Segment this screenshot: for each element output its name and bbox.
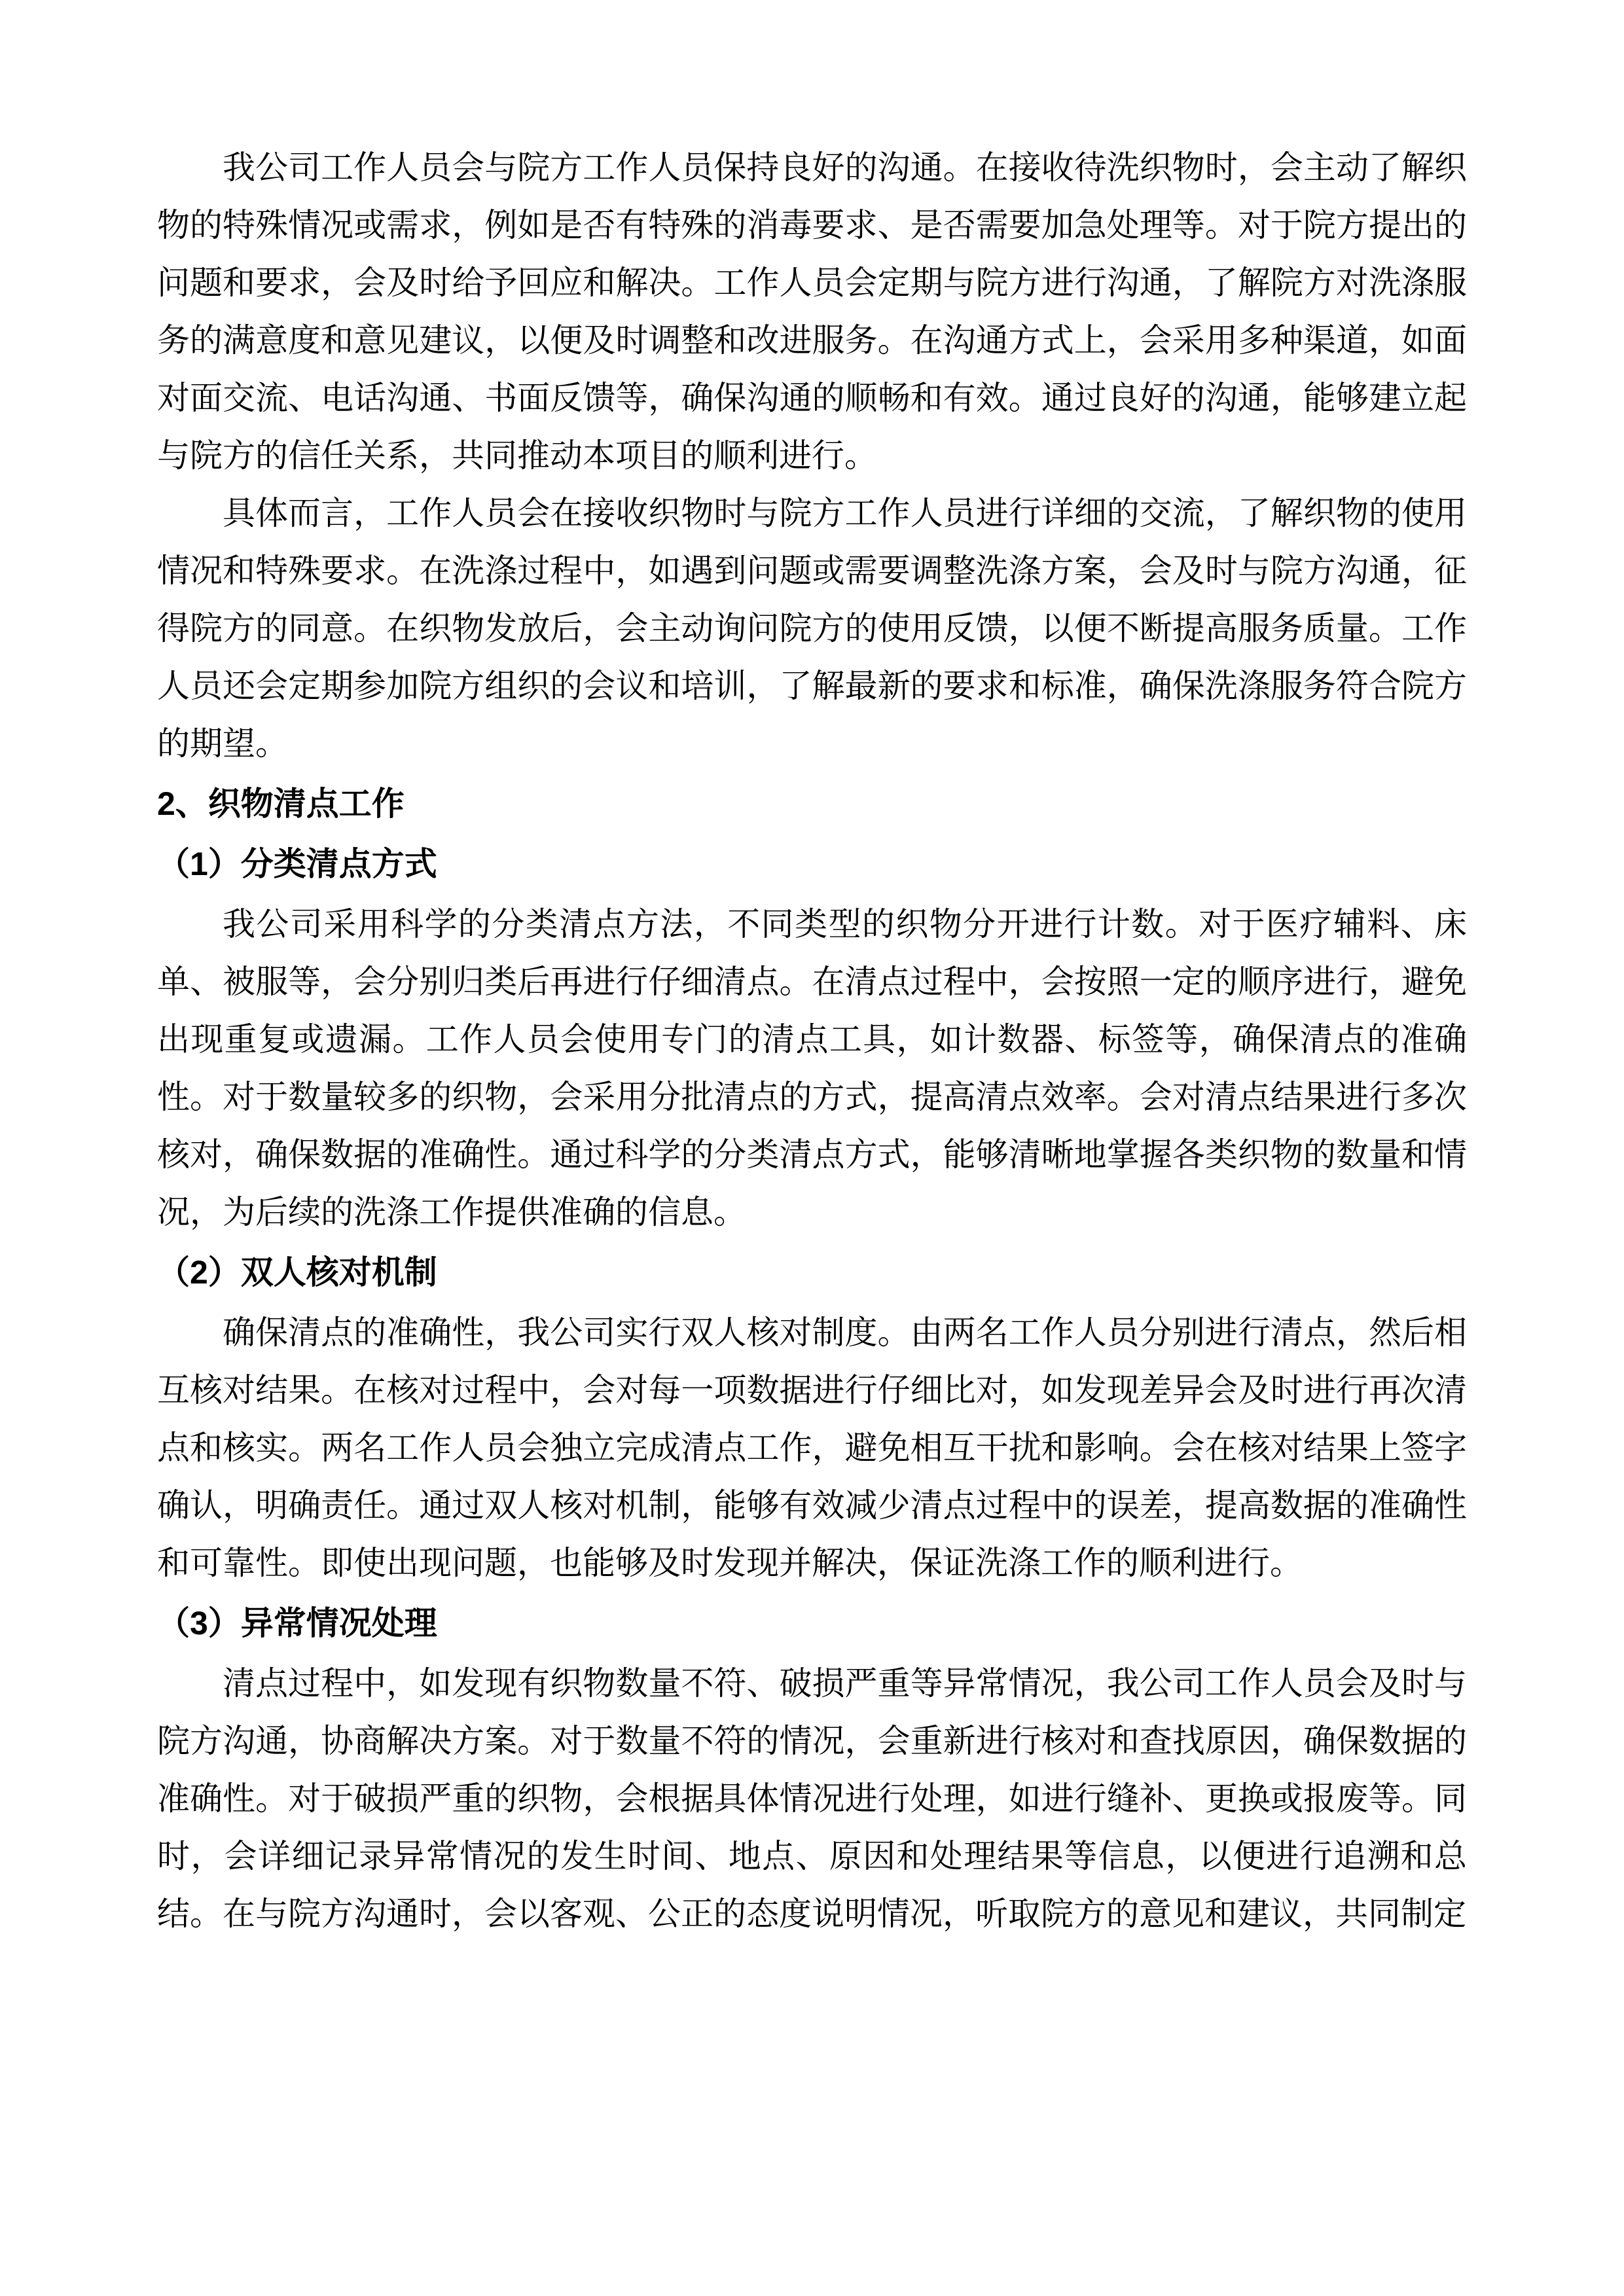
- paragraph-communication-detail: 具体而言，工作人员会在接收织物时与院方工作人员进行详细的交流，了解织物的使用情况和特殊要求。在洗涤过程中，如遇到问题或需要调整洗涤方案，会及时与院方沟通，征得院方的同意。在织物发放后，会主动询问院方的使用反馈，以便不断提高服务质量。工作人员还会定期参加院方组织的会议和培训，了解最新的要求和标准，确保洗涤服务符合院方的期望。: [157, 495, 1467, 762]
- paragraph-communication-overview: 我公司工作人员会与院方工作人员保持良好的沟通。在接收待洗织物时，会主动了解织物的特殊情况或需求，例如是否有特殊的消毒要求、是否需要加急处理等。对于院方提出的问题和要求，会及时给予回应和解决。工作人员会定期与院方进行沟通，了解院方对洗涤服务的满意度和意见建议，以便及时调整和改进服务。在沟通方式上，会采用多种渠道，如面对面交流、电话沟通、书面反馈等，确保沟通的顺畅和有效。通过良好的沟通，能够建立起与院方的信任关系，共同推动本项目的顺利进行。: [157, 149, 1467, 474]
- heading-textile-counting: 2、织物清点工作: [157, 785, 405, 822]
- subheading-exception-handling: （3）异常情况处理: [157, 1605, 437, 1641]
- subheading-double-check: （2）双人核对机制: [157, 1254, 437, 1291]
- paragraph-double-check: 确保清点的准确性，我公司实行双人核对制度。由两名工作人员分别进行清点，然后相互核对结果。在核对过程中，会对每一项数据进行仔细比对，如发现差异会及时进行再次清点和核实。两名工作人员会独立完成清点工作，避免相互干扰和影响。会在核对结果上签字确认，明确责任。通过双人核对机制，能够有效减少清点过程中的误差，提高数据的准确性和可靠性。即使出现问题，也能够及时发现并解决，保证洗涤工作的顺利进行。: [157, 1314, 1467, 1581]
- paragraph-exception-handling: 清点过程中，如发现有织物数量不符、破损严重等异常情况，我公司工作人员会及时与院方沟通，协商解决方案。对于数量不符的情况，会重新进行核对和查找原因，确保数据的准确性。对于破损严重的织物，会根据具体情况进行处理，如进行缝补、更换或报废等。同时，会详细记录异常情况的发生时间、地点、原因和处理结果等信息，以便进行追溯和总结。在与院方沟通时，会以客观、公正的态度说明情况，听取院方的意见和建议，共同制定: [157, 1665, 1467, 1932]
- subheading-classified-counting: （1）分类清点方式: [157, 846, 437, 882]
- paragraph-classified-counting: 我公司采用科学的分类清点方法，不同类型的织物分开进行计数。对于医疗辅料、床单、被服等，会分别归类后再进行仔细清点。在清点过程中，会按照一定的顺序进行，避免出现重复或遗漏。工作人员会使用专门的清点工具，如计数器、标签等，确保清点的准确性。对于数量较多的织物，会采用分批清点的方式，提高清点效率。会对清点结果进行多次核对，确保数据的准确性。通过科学的分类清点方式，能够清晰地掌握各类织物的数量和情况，为后续的洗涤工作提供准确的信息。: [157, 906, 1467, 1230]
